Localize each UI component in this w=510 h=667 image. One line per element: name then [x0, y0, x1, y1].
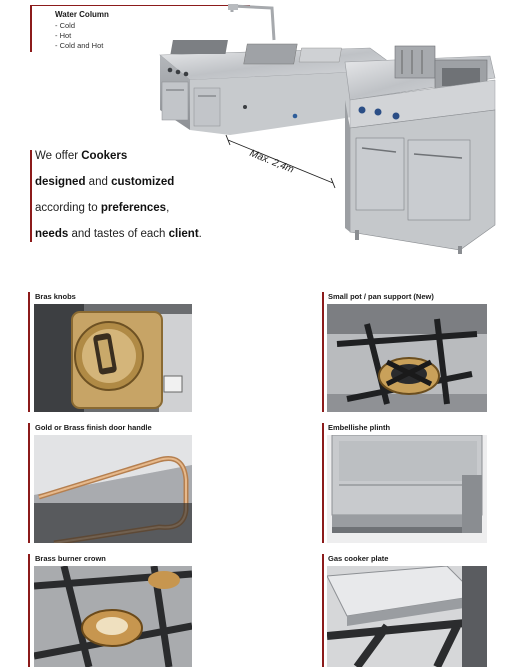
dimension-label: Max. 2,4m — [247, 148, 296, 176]
tagline-text: We offer — [35, 150, 82, 162]
water-column-accent-bar — [30, 6, 32, 52]
tile-accent-bar — [28, 554, 30, 667]
tagline-line-3 — [35, 202, 169, 214]
tagline-text: according to — [35, 202, 101, 214]
kitchen-line-illustration — [150, 0, 510, 255]
tagline-text: , — [166, 202, 170, 214]
tagline-emphasis: client — [168, 228, 199, 240]
tile-accent-bar — [28, 292, 30, 412]
tile-accent-bar — [322, 292, 324, 412]
cooker-plate-photo — [327, 566, 487, 667]
tagline-line-2 — [35, 176, 174, 188]
tile-accent-bar — [28, 423, 30, 543]
tagline-emphasis: needs — [35, 228, 69, 240]
tagline-emphasis: designed — [35, 176, 86, 188]
water-column-item: - Cold — [55, 21, 76, 30]
burner-crown-photo — [34, 566, 192, 667]
tagline-text: and — [85, 176, 112, 188]
brass-knob-photo — [34, 304, 192, 412]
tagline-text: and tastes of each — [68, 228, 169, 240]
plinth-photo — [327, 435, 487, 543]
tagline-accent-bar — [30, 150, 32, 242]
tagline-line-1 — [35, 150, 127, 162]
tagline-emphasis: customized — [111, 176, 175, 188]
water-column-item: - Hot — [55, 31, 72, 40]
tile-label-plinth: Embellishe plinth — [328, 423, 391, 432]
pan-support-photo — [327, 304, 487, 412]
tagline-line-4 — [35, 228, 202, 240]
door-handle-photo — [34, 435, 192, 543]
water-column-item: - Cold and Hot — [55, 41, 104, 50]
tagline-emphasis: Cookers — [81, 150, 128, 162]
tile-accent-bar — [322, 554, 324, 667]
water-column-title: Water Column — [55, 10, 109, 19]
tile-label-door-handle: Gold or Brass finish door handle — [35, 423, 152, 432]
tile-label-pan-support: Small pot / pan support (New) — [328, 292, 434, 301]
tile-label-cooker-plate: Gas cooker plate — [328, 554, 389, 563]
tagline-emphasis: preferences — [100, 202, 167, 214]
tagline-text: . — [198, 228, 202, 240]
water-column-list — [55, 21, 103, 51]
tile-accent-bar — [322, 423, 324, 543]
tile-label-brass-knobs: Bras knobs — [35, 292, 76, 301]
tile-label-burner-crown: Brass burner crown — [35, 554, 106, 563]
